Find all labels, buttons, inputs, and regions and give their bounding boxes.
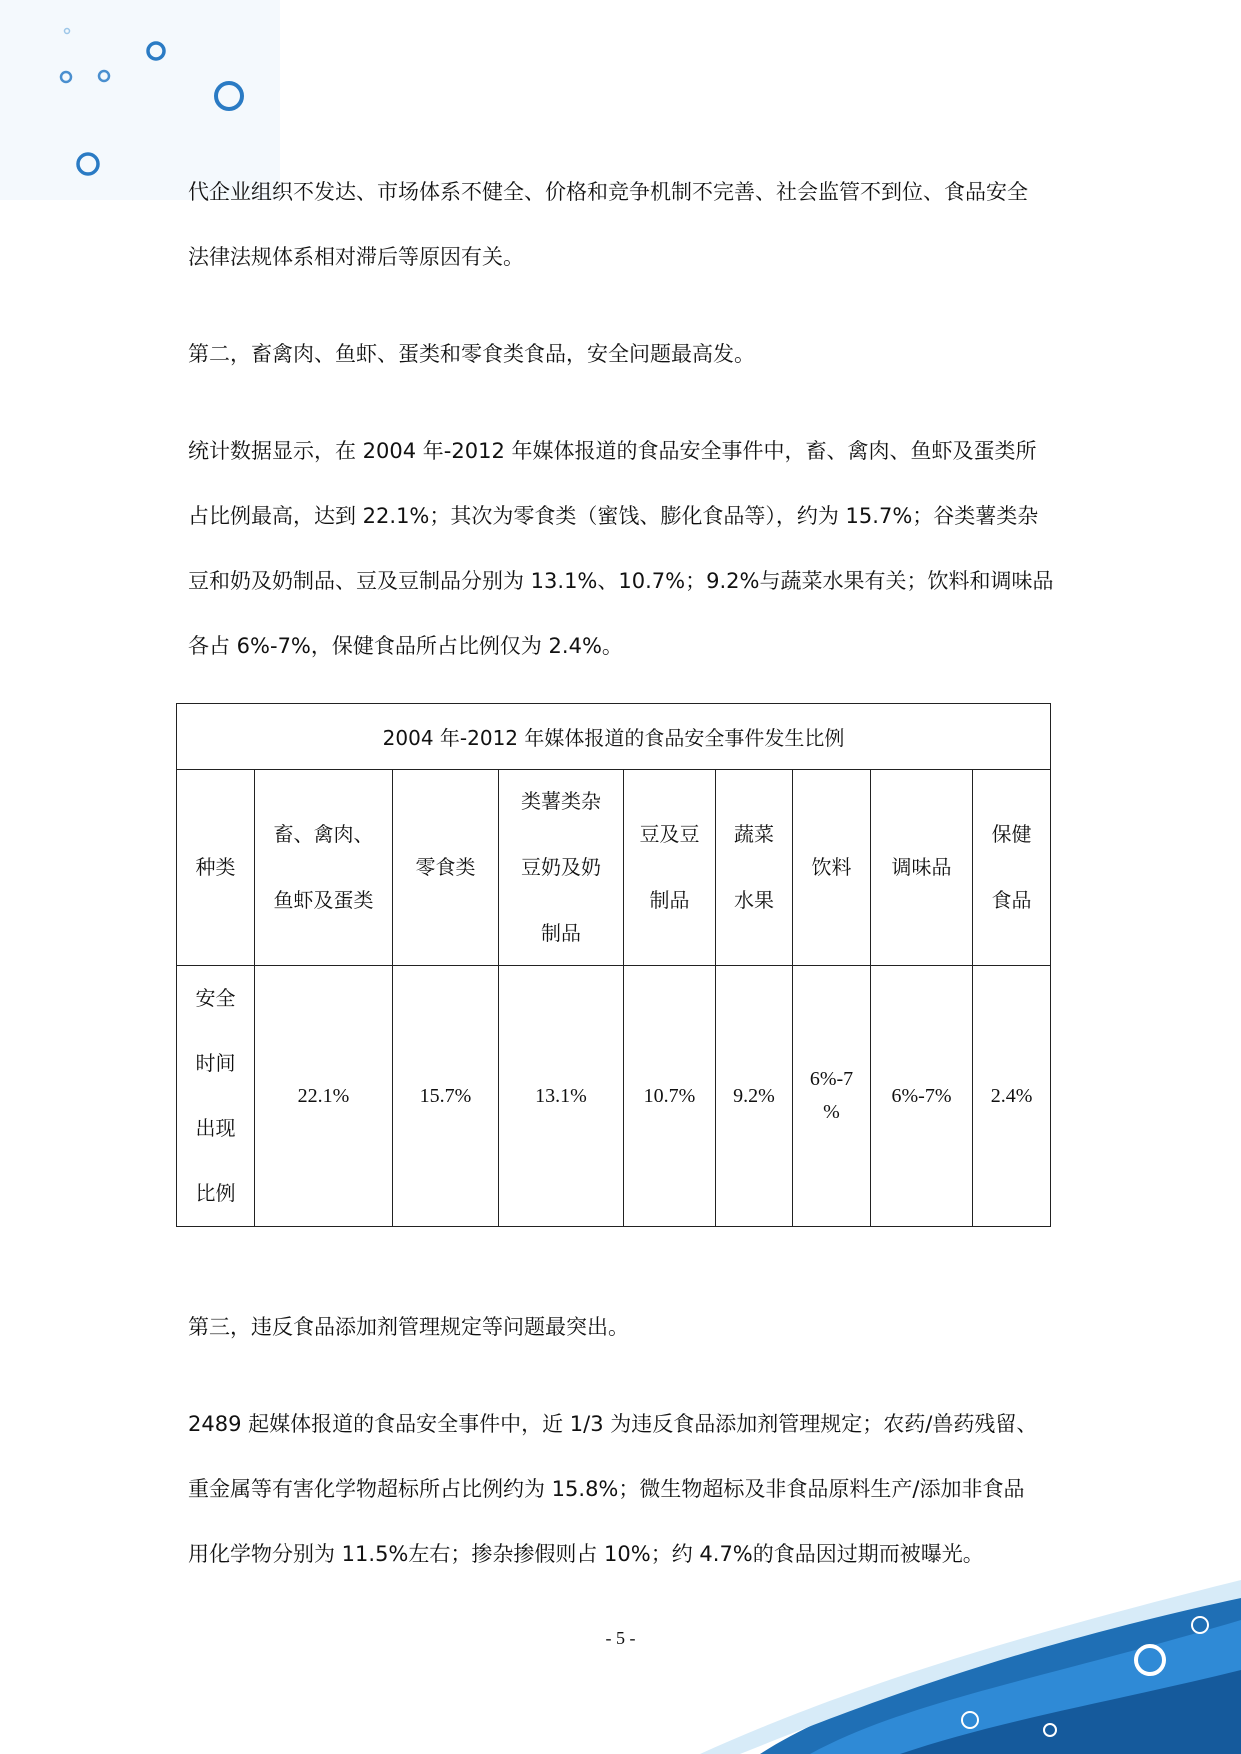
category-cell: 蔬菜 水果 <box>716 770 793 966</box>
paragraph-line: 代企业组织不发达、市场体系不健全、价格和竞争机制不完善、社会监管不到位、食品安全 <box>188 180 1028 204</box>
section-heading-3: 第三，违反食品添加剂管理规定等问题最突出。 <box>188 1315 629 1339</box>
paragraph-line: 法律法规体系相对滞后等原因有关。 <box>188 245 524 269</box>
value-cell: 6%-7% <box>871 966 973 1227</box>
category-cell: 豆及豆 制品 <box>624 770 716 966</box>
category-cell: 保健 食品 <box>973 770 1051 966</box>
table-value-row <box>177 966 1051 1227</box>
category-cell: 调味品 <box>871 770 973 966</box>
page-number: - 5 - <box>605 1628 636 1648</box>
stats-line: 统计数据显示，在 2004 年-2012 年媒体报道的食品安全事件中，畜、禽肉、鱼虾及蛋类所 <box>188 439 1037 463</box>
additive-line: 重金属等有害化学物超标所占比例约为 15.8%；微生物超标及非食品原料生产/添加非食品 <box>188 1477 1025 1501</box>
row-header-label: 种类 <box>177 770 255 966</box>
value-cell: 10.7% <box>624 966 716 1227</box>
category-cell: 类薯类杂 豆奶及奶 制品 <box>499 770 624 966</box>
decorative-wave-icon <box>700 1580 1241 1754</box>
category-cell: 零食类 <box>393 770 499 966</box>
additive-line: 用化学物分别为 11.5%左右；掺杂掺假则占 10%；约 4.7%的食品因过期而被曝光。 <box>188 1542 984 1566</box>
stats-line: 占比例最高，达到 22.1%；其次为零食类（蜜饯、膨化食品等），约为 15.7%；谷类薯类杂 <box>188 504 1039 528</box>
table-header-row <box>177 770 1051 966</box>
stats-line: 各占 6%-7%，保健食品所占比例仅为 2.4%。 <box>188 634 623 658</box>
category-cell: 饮料 <box>793 770 871 966</box>
value-cell: 6%-7 % <box>793 966 871 1227</box>
value-cell: 13.1% <box>499 966 624 1227</box>
food-safety-table <box>176 703 1050 1227</box>
table-caption: 2004 年-2012 年媒体报道的食品安全事件发生比例 <box>177 704 1051 770</box>
additive-line: 2489 起媒体报道的食品安全事件中，近 1/3 为违反食品添加剂管理规定；农药/兽药残留、 <box>188 1412 1038 1436</box>
value-row-label: 安全 时间 出现 比例 <box>177 966 255 1227</box>
stats-line: 豆和奶及奶制品、豆及豆制品分别为 13.1%、10.7%；9.2%与蔬菜水果有关；饮料和调味品 <box>188 569 1054 593</box>
value-cell: 15.7% <box>393 966 499 1227</box>
section-heading-2: 第二，畜禽肉、鱼虾、蛋类和零食类食品，安全问题最高发。 <box>188 342 755 366</box>
body-text-top <box>188 160 1068 679</box>
category-cell: 畜、禽肉、 鱼虾及蛋类 <box>255 770 393 966</box>
value-cell: 9.2% <box>716 966 793 1227</box>
value-cell: 2.4% <box>973 966 1051 1227</box>
value-cell: 22.1% <box>255 966 393 1227</box>
body-text-bottom <box>188 1295 1068 1587</box>
